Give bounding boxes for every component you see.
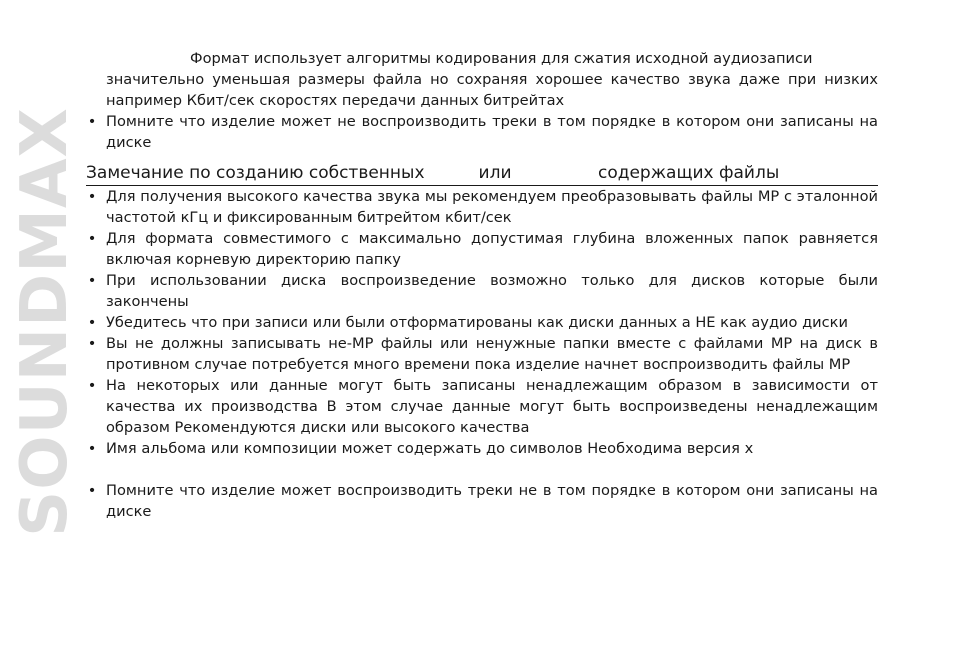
bullet-icon: • (87, 335, 97, 352)
spacer (86, 459, 878, 480)
soundmax-logo (8, 44, 82, 600)
list-item (86, 480, 878, 522)
section-heading: Замечание по созданию собственных или содержащих файлы (86, 161, 878, 186)
bullet-icon: • (87, 230, 97, 247)
list-item-text: Для получения высокого качества звука мы рекомендуем преобразовывать файлы MP с эталонной частотой кГц и фиксированным битрейтом кбит/сек (106, 188, 878, 226)
list-item-text: Вы не должны записывать не-MP файлы или ненужные папки вместе с файлами MP на диск в противном случае потребуется много времени пока изделие начнет воспроизводить файлы MP (106, 335, 878, 373)
intro-line-1: Формат использует алгоритмы кодирования для сжатия исходной аудиозаписи (190, 50, 813, 67)
document-body (86, 48, 878, 522)
list-item-text: Имя альбома или композиции может содержать до символов Необходима версия х (106, 440, 754, 457)
list-item (86, 312, 878, 333)
list-item-text: Убедитесь что при записи или были отформатированы как диски данных а НЕ как аудио диски (106, 314, 848, 331)
list-item (86, 228, 878, 270)
intro-paragraph (86, 48, 878, 111)
list-item (86, 333, 878, 375)
list-item-text: Помните что изделие может не воспроизводить треки в том порядке в котором они записаны на диске (106, 113, 878, 151)
intro-line-2: значительно уменьшая размеры файла но сохраняя хорошее качество звука даже при низких например Кбит/сек скоростях передачи данных битрейтах (106, 71, 878, 109)
bullet-icon: • (87, 482, 97, 499)
bullet-icon: • (87, 272, 97, 289)
soundmax-logo-text: SOUNDMAX (8, 107, 82, 537)
list-item (86, 111, 878, 153)
notes-list (86, 186, 878, 459)
list-item-text: На некоторых или данные могут быть записаны ненадлежащим образом в зависимости от качества их производства В этом случае данные могут быть воспроизведены ненадлежащим образом Рекомендуются диски или высокого качества (106, 377, 878, 436)
list-item-text: При использовании диска воспроизведение возможно только для дисков которые были закончены (106, 272, 878, 310)
list-item (86, 375, 878, 438)
bullet-icon: • (87, 188, 97, 205)
list-item-text: Для формата совместимого с максимально допустимая глубина вложенных папок равняется включая корневую директорию папку (106, 230, 878, 268)
bullet-icon: • (87, 314, 97, 331)
list-item (86, 186, 878, 228)
list-item-text: Помните что изделие может воспроизводить треки не в том порядке в котором они записаны на диске (106, 482, 878, 520)
bullet-icon: • (87, 113, 97, 130)
bullet-icon: • (87, 440, 97, 457)
list-item (86, 438, 878, 459)
list-item (86, 270, 878, 312)
bullet-icon: • (87, 377, 97, 394)
